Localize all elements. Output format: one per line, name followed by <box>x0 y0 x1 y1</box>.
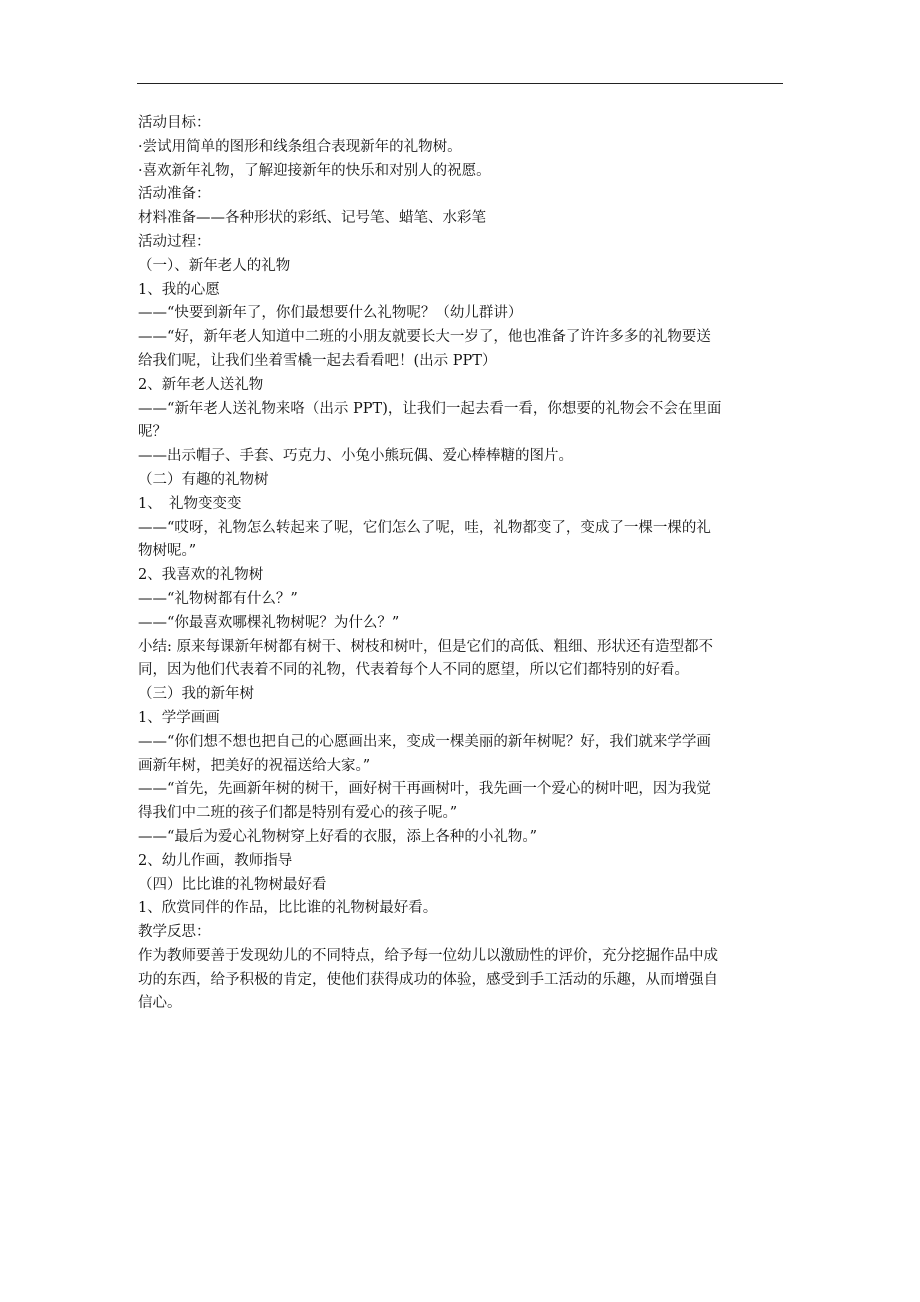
subsection-title: 2、新年老人送礼物 <box>138 376 264 393</box>
dialogue-line: ——“你们想不想也把自己的心愿画出来，变成一棵美丽的新年树呢？好，我们就来学学画 <box>138 733 711 750</box>
objective-item: ·尝试用简单的图形和线条组合表现新年的礼物树。 <box>138 138 462 155</box>
dialogue-line: 得我们中二班的孩子们都是特别有爱心的孩子呢。” <box>138 805 458 822</box>
dialogue-line: ——“首先，先画新年树的树干，画好树干再画树叶，我先画一个爱心的树叶吧，因为我觉 <box>138 781 711 798</box>
dialogue-line: 物树呢。” <box>138 543 197 560</box>
section-title: （二）有趣的礼物树 <box>138 471 269 488</box>
subsection-title: 1、 礼物变变变 <box>138 495 242 512</box>
subsection-title: 1、欣赏同伴的作品，比比谁的礼物树最好看。 <box>138 900 438 917</box>
dialogue-line: ——出示帽子、手套、巧克力、小兔小熊玩偶、爱心棒棒糖的图片。 <box>138 448 573 465</box>
objective-item: ·喜欢新年礼物，了解迎接新年的快乐和对别人的祝愿。 <box>138 162 491 179</box>
dialogue-line: ——“哎呀，礼物怎么转起来了呢，它们怎么了呢，哇，礼物都变了，变成了一棵一棵的礼 <box>138 519 711 536</box>
reflection-text: 信心。 <box>138 995 182 1012</box>
dialogue-line: 呢？ <box>138 424 167 441</box>
heading-process: 活动过程： <box>138 233 211 250</box>
dialogue-line: ——“快要到新年了，你们最想要什么礼物呢？（幼儿群讲） <box>138 305 523 322</box>
section-title: （三）我的新年树 <box>138 686 254 703</box>
dialogue-line: 画新年树，把美好的祝福送给大家。” <box>138 757 371 774</box>
dialogue-line: ——“新年老人送礼物来咯（出示 PPT)，让我们一起去看一看，你想要的礼物会不会在里面 <box>138 400 722 417</box>
subsection-title: 2、幼儿作画，教师指导 <box>138 852 293 869</box>
summary-text: 同，因为他们代表着不同的礼物，代表着每个人不同的愿望，所以它们都特别的好看。 <box>138 662 689 679</box>
reflection-text: 功的东西，给予积极的肯定，使他们获得成功的体验，感受到手工活动的乐趣，从而增强自 <box>138 971 718 988</box>
subsection-title: 1、我的心愿 <box>138 281 220 298</box>
dialogue-line: ——“你最喜欢哪棵礼物树呢？为什么？” <box>138 614 400 631</box>
preparation-materials: 材料准备——各种形状的彩纸、记号笔、蜡笔、水彩笔 <box>138 210 486 227</box>
heading-preparation: 活动准备： <box>138 186 211 203</box>
reflection-text: 作为教师要善于发现幼儿的不同特点，给予每一位幼儿以激励性的评价，充分挖掘作品中成 <box>138 947 718 964</box>
dialogue-line: ——“礼物树都有什么？” <box>138 590 298 607</box>
dialogue-line: 给我们呢，让我们坐着雪橇一起去看看吧！(出示 PPT） <box>138 352 497 369</box>
document-body <box>138 112 784 1016</box>
heading-reflection: 教学反思： <box>138 924 211 941</box>
subsection-title: 1、学学画画 <box>138 709 220 726</box>
heading-objectives: 活动目标： <box>138 115 211 131</box>
dialogue-line: ——“好，新年老人知道中二班的小朋友就要长大一岁了，他也准备了许许多多的礼物要送 <box>138 329 711 346</box>
summary-text: 小结: 原来每课新年树都有树干、树枝和树叶，但是它们的高低、粗细、形状还有造型都不 <box>138 638 713 655</box>
subsection-title: 2、我喜欢的礼物树 <box>138 567 264 584</box>
dialogue-line: ——“最后为爱心礼物树穿上好看的衣服，添上各种的小礼物。” <box>138 828 538 845</box>
section-title: （四）比比谁的礼物树最好看 <box>138 876 327 893</box>
section-title: （一）、新年老人的礼物 <box>138 257 291 274</box>
header-rule <box>137 83 783 84</box>
